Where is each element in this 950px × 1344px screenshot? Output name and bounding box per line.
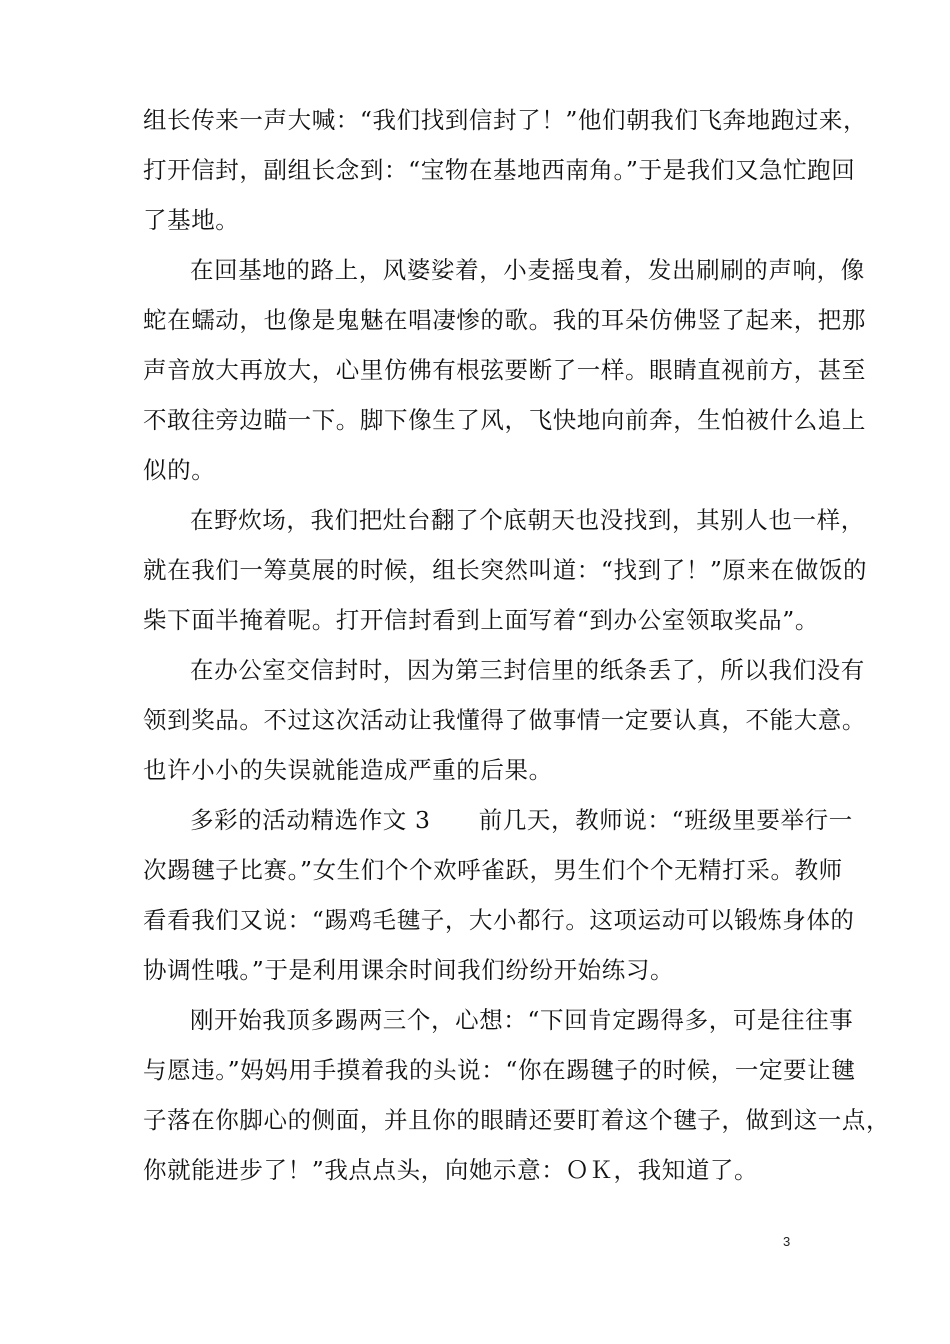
text-line: 声音放大再放大，心里仿佛有根弦要断了一样。眼睛直视前方，甚至	[143, 356, 866, 384]
text-line: 了基地。	[143, 206, 240, 234]
essay-heading-line: 多彩的活动精选作文 3 前几天，教师说：“班级里要举行一	[190, 806, 853, 834]
text-line: 也许小小的失误就能造成严重的后果。	[143, 756, 553, 784]
text-line: 不敢往旁边瞄一下。脚下像生了风，飞快地向前奔，生怕被什么追上	[143, 406, 866, 434]
text-line: 子落在你脚心的侧面，并且你的眼睛还要盯着这个毽子，做到这一点，	[143, 1106, 891, 1134]
text-line: 领到奖品。不过这次活动让我懂得了做事情一定要认真，不能大意。	[143, 706, 866, 734]
text-line: 协调性哦。”于是利用课余时间我们纷纷开始练习。	[143, 956, 675, 984]
text-line: 看看我们又说：“踢鸡毛毽子，大小都行。这项运动可以锻炼身体的	[143, 906, 855, 934]
page-number: 3	[783, 1234, 791, 1249]
text-line: 打开信封，副组长念到：“宝物在基地西南角。”于是我们又急忙跑回	[143, 156, 856, 184]
text-line: 组长传来一声大喊：“我们找到信封了！”他们朝我们飞奔地跑过来，	[143, 106, 868, 134]
paragraph-start-line: 刚开始我顶多踢两三个，心想：“下回肯定踢得多，可是往往事	[190, 1006, 854, 1034]
text-line: 你就能进步了！”我点点头，向她示意：ＯＫ，我知道了。	[143, 1156, 759, 1184]
text-line: 与愿违。”妈妈用手摸着我的头说：“你在踢毽子的时候，一定要让毽	[143, 1056, 856, 1084]
text-line: 柴下面半掩着呢。打开信封看到上面写着“到办公室领取奖品”。	[143, 606, 819, 634]
paragraph-start-line: 在办公室交信封时，因为第三封信里的纸条丢了，所以我们没有	[190, 656, 865, 684]
text-line: 就在我们一筹莫展的时候，组长突然叫道：“找到了！”原来在做饭的	[143, 556, 868, 584]
text-line: 次踢毽子比赛。”女生们个个欢呼雀跃，男生们个个无精打采。教师	[143, 856, 843, 884]
text-line: 似的。	[143, 456, 216, 484]
paragraph-start-line: 在回基地的路上，风婆娑着，小麦摇曳着，发出刷刷的声响，像	[190, 256, 865, 284]
text-line: 蛇在蠕动，也像是鬼魅在唱凄惨的歌。我的耳朵仿佛竖了起来，把那	[143, 306, 866, 334]
paragraph-start-line: 在野炊场，我们把灶台翻了个底朝天也没找到，其别人也一样，	[190, 506, 865, 534]
